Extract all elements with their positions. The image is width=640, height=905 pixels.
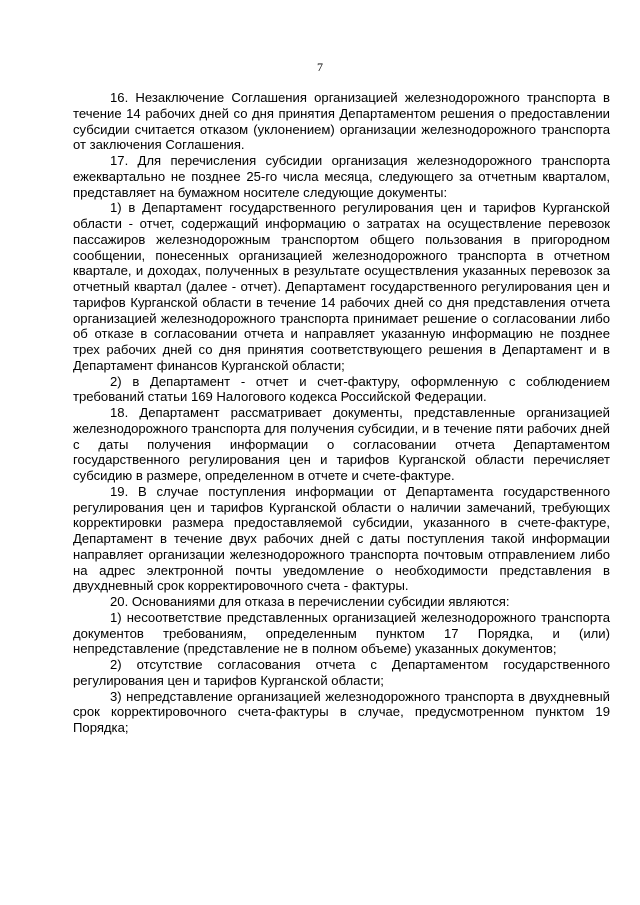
paragraph-17: 17. Для перечисления субсидии организация железнодорожного транспорта ежеквартально не позднее 25-го числа месяца, следующего за отчетным кварталом, представляет на бумажном носителе следующие документы:	[73, 153, 610, 200]
paragraph-17-item-1: 1) в Департамент государственного регулирования цен и тарифов Курганской области - отчет, содержащий информацию о затратах на осуществление перевозок пассажиров железнодорожным транспортом общего пользования в пригородном сообщении, понесенных организацией железнодорожного транспорта в отчетном квартале, и доходах, полученных в результате осуществления указанных перевозок за отчетный квартал (далее - отчет). Департамент государственного регулирования цен и тарифов Курганской области в течение 14 рабочих дней со дня представления отчета организацией железнодорожного транспорта принимает решение о согласовании либо об отказе в согласовании отчета и направляет указанную информацию не позднее трех рабочих дней со дня принятия соответствующего решения в Департамент и в Департамент финансов Курганской области;	[73, 200, 610, 373]
paragraph-20-item-1: 1) несоответствие представленных организацией железнодорожного транспорта документов требованиям, определенным пунктом 17 Порядка, и (или) непредставление (представление не в полном объеме) указанных документов;	[73, 609, 610, 657]
paragraph-20: 20. Основаниями для отказа в перечислении субсидии являются:	[110, 594, 510, 609]
paragraph-20-item-2: 2) отсутствие согласования отчета с Департаментом государственного регулирования цен и тарифов Курганской области;	[73, 657, 610, 688]
document-body	[73, 90, 610, 736]
page-number: 7	[317, 60, 323, 74]
paragraph-19: 19. В случае поступления информации от Департамента государственного регулирования цен и тарифов Курганской области о наличии замечаний, требующих корректировки размера предоставляемой субсидии, указанного в счете-фактуре, Департамент в течение двух рабочих дней с даты поступления такой информации направляет организации железнодорожного транспорта почтовым отправлением либо на адрес электронной почты уведомление о необходимости представления в двухдневный срок корректировочного счета - фактуры.	[73, 483, 610, 594]
paragraph-16: 16. Незаключение Соглашения организацией железнодорожного транспорта в течение 14 рабочих дней со дня принятия Департаментом решения о предоставлении субсидии считается отказом (уклонением) организации железнодорожного транспорта от заключения Соглашения.	[73, 90, 610, 153]
paragraph-20-item-3: 3) непредставление организацией железнодорожного транспорта в двухдневный срок корректировочного счета-фактуры в случае, предусмотренном пунктом 19 Порядка;	[73, 688, 610, 735]
paragraph-18: 18. Департамент рассматривает документы, представленные организацией железнодорожного транспорта для получения субсидии, и в течение пяти рабочих дней с даты получения информации о согласовании отчета Департаментом государственного регулирования цен и тарифов Курганской области перечисляет субсидию в размере, определенном в отчете и счете-фактуре.	[73, 405, 610, 483]
paragraph-17-item-2: 2) в Департамент - отчет и счет-фактуру, оформленную с соблюдением требований статьи 169 Налогового кодекса Российской Федерации.	[73, 373, 610, 405]
